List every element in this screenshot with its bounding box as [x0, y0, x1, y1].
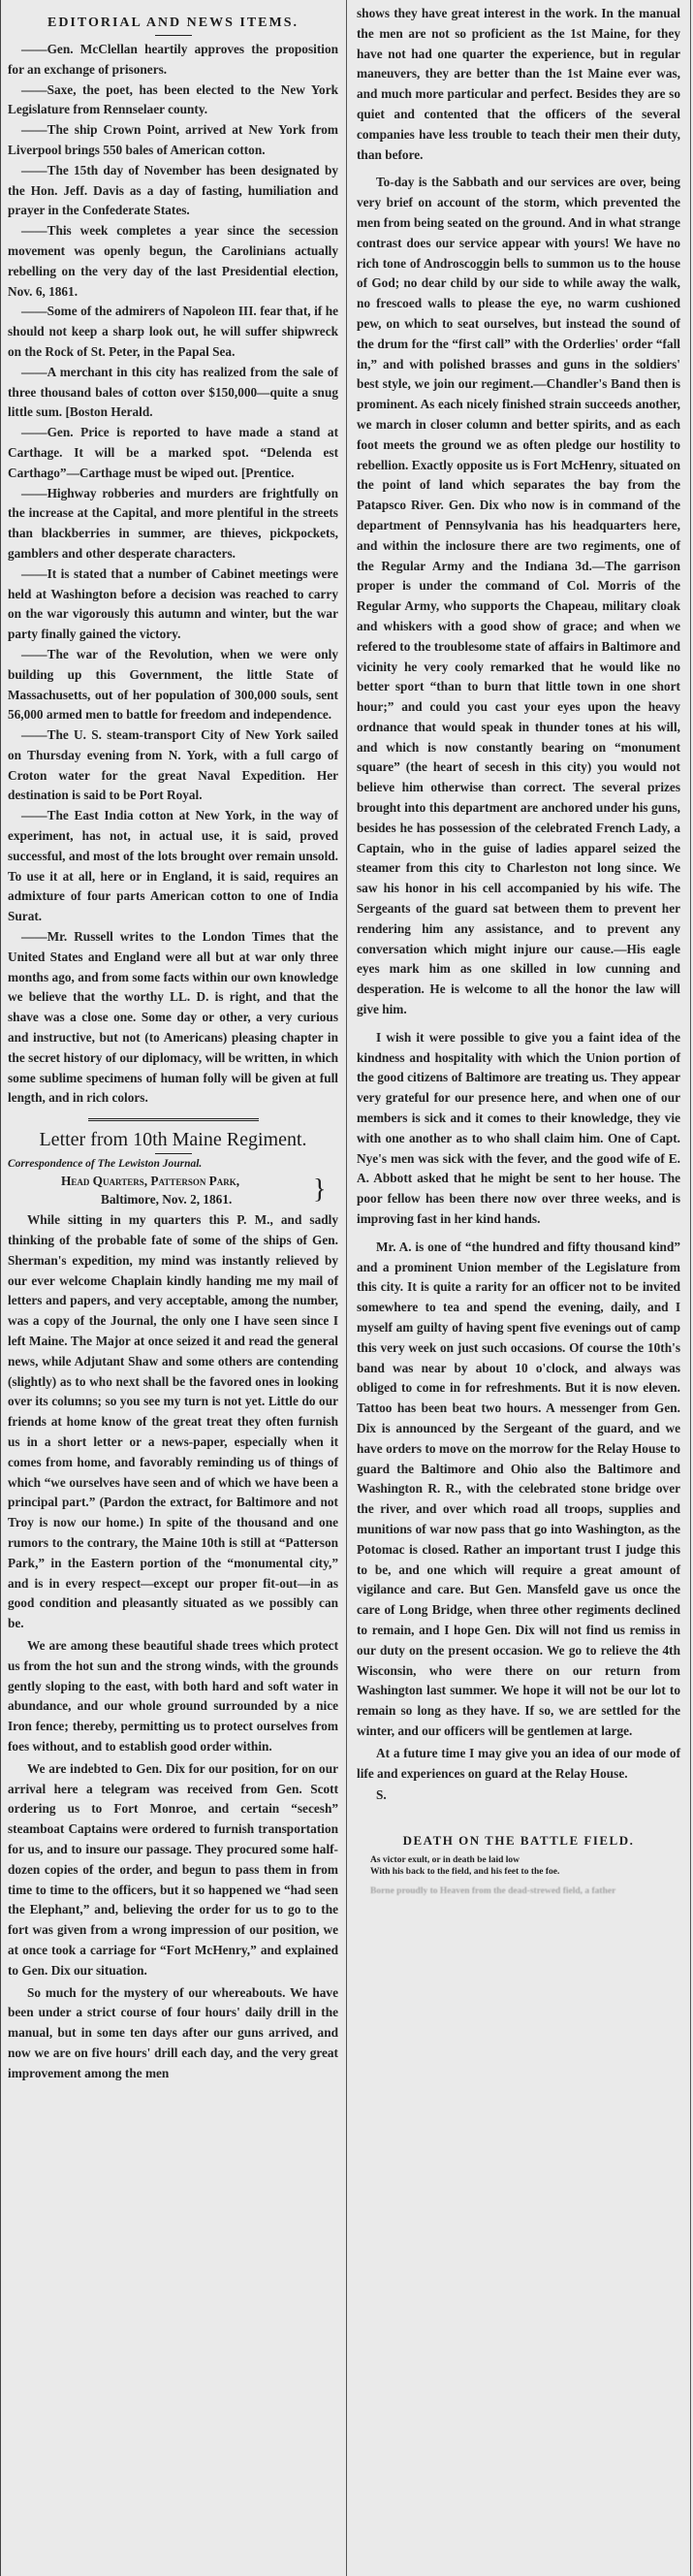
news-item: ——This week completes a year since the secession movement was openly begun, the Carolinians actually rebelling on the very day of the last Presidential election, Nov. 6, 1861.: [8, 223, 338, 299]
news-item: ——The ship Crown Point, arrived at New York from Liverpool brings 550 bales of American cotton.: [8, 122, 338, 157]
section-heading-editorial: EDITORIAL AND NEWS ITEMS.: [47, 16, 299, 30]
letter-paragraph: At a future time I may give you an idea of our mode of life and experiences on guard at the Relay House.: [357, 1745, 680, 1781]
news-item: ——Mr. Russell writes to the London Times that the United States and England were all but at war only three months ago, and from some facts within our own knowledge we believe that the worthy LL. D. is right, and that the shave was a close one. Some day or other, a very curious and instructive, but not (to Americans) pleasing chapter in the secret history of our diplomacy, will be written, in which some sublime specimens of human folly will be given at full length, and in rich colors.: [8, 929, 338, 1106]
news-item: ——The war of the Revolution, when we were only building up this Government, the little State of Massachusetts, out of her population of 300,000 souls, sent 56,000 armed men to battle for freedom and independence.: [8, 646, 338, 723]
letter-title: Letter from 10th Maine Regiment.: [39, 1129, 307, 1151]
left-column: [0, 0, 346, 2576]
brace-glyph: }: [313, 1175, 327, 1206]
dateline-date: Baltimore, Nov. 2, 1861.: [101, 1192, 233, 1208]
letter-paragraph-continued: shows they have great interest in the work. In the manual the men are not so proficient as the 1st Maine, for they have not had one quarter the experience, but in regular maneuvers, they are better than the 1st Maine ever was, and much more particular and perfect. Besides they are so quiet and contented that the officers of the several companies have less trouble to teach their men their duty, than before.: [357, 6, 680, 162]
news-item: ——Highway robberies and murders are frightfully on the increase at the Capital, and more plentiful in the streets than blackberries in summer, are thieves, pickpockets, gamblers and other desperate characters.: [8, 485, 338, 561]
news-item: ——Saxe, the poet, has been elected to the New York Legislature from Rennselaer county.: [8, 81, 338, 117]
poem-heading: DEATH ON THE BATTLE FIELD.: [402, 1833, 635, 1849]
dateline-location: Head Quarters, Patterson Park,: [61, 1174, 240, 1189]
letter-paragraph: Mr. A. is one of “the hundred and fifty thousand kind” and a prominent Union member of the Legislature from this city. It is quite a rarity for an officer not to be invited somewhere to tea and spend the evening, daily, and I myself am guilty of having spent five evenings out of camp this very week on just such occasions. Of course the 10th's band was near by about 10 o'clock, and always was obliged to come in for refreshments. But it is now eleven. Tattoo has been beat two hours. A messenger from Gen. Dix is announced by the Sergeant of the guard, and we have orders to move on the morrow for the Relay House to guard the Baltimore and Ohio also the Baltimore and Washington R. R., with the celebrated stone bridge over the river, and over which road all troops, supplies and munitions of war now pass that go into Washington, as the Potomac is closed. Rather an important trust I judge this to be, and one which will require a great amount of vigilance and care. But Gen. Mansfeld gave us once the care of Long Bridge, when three other regiments declined to remain, and I hope Gen. Dix will not find us remiss in our duty on the present occasion. We go to relieve the 4th Wisconsin, who were there on our return from Washington last summer. We hope it will not be our lot to remain so long as they have. If so, we are settled for the winter, and our officers will be gentlemen at large.: [357, 1239, 680, 1738]
news-item: ——The 15th day of November has been designated by the Hon. Jeff. Davis as a day of fasting, humiliation and prayer in the Confederate States.: [8, 162, 338, 218]
dateline: [8, 1172, 338, 1208]
letter-paragraph: While sitting in my quarters this P. M., and sadly thinking of the probable fate of some of the ships of Gen. Sherman's expedition, my mind was instantly relieved by our ever welcome Chaplain kindly handing me my mail of letters and papers, and very acceptable, among the number, was a copy of the Journal, the only one I have seen since I left Maine. The Major at once seized it and read the general news, while Adjutant Shaw and some others are contending (slightly) as to who next shall be the favored ones in looking over its columns; so you see my turn is not yet. Little do our friends at home know of the great treat they often furnish us in a short letter or a news-paper, especially when it comes from home, and favorably reminding us of things of which “we ourselves have seen and of which we have been a principal part.” (Pardon the extract, for Baltimore and not Troy is now our home.) In spite of the thousand and one rumors to the contrary, the Maine 10th is still at “Patterson Park,” in the Eastern portion of the “monumental city,” and is in every respect—except our proper fit-out—in as good condition and pleasantly situated as we possibly can be.: [8, 1212, 338, 1631]
section-divider: [88, 1118, 259, 1123]
news-item: ——A merchant in this city has realized from the sale of three thousand bales of cotton over $150,000—quite a snug little sum. [Boston Herald.: [8, 364, 338, 420]
right-column: [346, 0, 691, 2576]
news-item: ——Gen. Price is reported to have made a stand at Carthage. It will be a marked spot. “Delenda est Carthago”—Carthage must be wiped out. [Prentice.: [8, 425, 338, 480]
heading-rule: [155, 35, 192, 36]
letter-paragraph: So much for the mystery of our whereabouts. We have been under a strict course of four hours' daily drill in the manual, but in some ten days after our guns arrived, and now we are on five hours' drill each day, and the very great improvement among the men: [8, 1984, 338, 2080]
news-item: ——Some of the admirers of Napoleon III. fear that, if he should not keep a sharp look out, he will suffer shipwreck on the Rock of St. Peter, in the Papal Sea.: [8, 304, 338, 359]
letter-signature: S.: [376, 1787, 387, 1803]
letter-paragraph: To-day is the Sabbath and our services are over, being very brief on account of the storm, which prevented the men from being seated on the ground. And in what strange contrast does our service appear with yours! We have no rich tone of Androscoggin bells to summon us to the house of God; no dear child by our side to while away the walk, no frescoed walls to please the eye, no warm cushioned pew, on which to seat ourselves, but instead the sound of the drum for the “first call” with the Orderlies' order “fall in,” and with polished brasses and guns in the soldiers' best style, we join our regiment.—Chandler's Band then is prominent. As each nicely finished strain succeeds another, we march in closer column and better spirits, and as each foot meets the ground we as often pledge our hostility to rebellion. Exactly opposite us is Fort McHenry, situated on the point of land which separates the bay from the Patapsco River. Gen. Dix who now is in command of the department of Pennsylvania has his headquarters here, and within the inclosure there are two regiments, one of the Regular Army and the Indiana 3d.—The garrison proper is under the command of Col. Morris of the Regular Army, who supports the Chapeau, military cloak and whiskers with a good show of grace; and when we refered to the troublesome state of affairs in Baltimore and vicinity he very cooly remarked that he would like no better sport “than to burn that little town in one short hour;” and could you cast your eyes upon the heavy ordnance that would speak in thunder tones at his will, and which is now constantly bearing on “monument square” (the heart of secesh in this city) you would not believe him otherwise than correct. The several prizes brought into this department are anchored under his guns, besides he has possession of the celebrated French Lady, a Captain, who in the guise of ladies apparel seized the steamer from this city to Charleston not long since. We saw his honor in his cell accompanied by his wife. The Sergeants of the guard sat between them to prevent her rendering him any assistance, and to prevent any conversation which might injure our cause.—His eagle eyes mark him as one skilled in low cunning and desperation. He is welcome to all the honor the law will give him.: [357, 175, 680, 1017]
letter-paragraph: We are indebted to Gen. Dix for our position, for on our arrival here a telegram was received from Gen. Scott ordering us to Fort Monroe, and certain “secesh” steamboat Captains were ordered to furnish transportation for us, and to insure our passage. They procured some half-dozen copies of the order, and begun to pass them in from time to time to the officers, but it so happened we “had seen the Elephant,” and, believing the order for us to go to the fort was given from a wrong impression of our position, we at once took a carriage for “Fort McHenry,” and explained to Gen. Dix our situation.: [8, 1760, 338, 1978]
poem-line: With his back to the field, and his feet to the foe.: [370, 1867, 560, 1878]
news-item: ——Gen. McClellan heartily approves the proposition for an exchange of prisoners.: [8, 42, 338, 77]
letter-paragraph: I wish it were possible to give you a faint idea of the kindness and hospitality with which the Union portion of the good citizens of Baltimore are treating us. They appear very grateful for our presence here, and when one of our members is sick and it comes to their knowledge, they vie with one another as to who shall claim him. One of Capt. Nye's men was sick with the fever, and the good wife of E. A. Abbott asked that he might be sent to her house. The poor fellow has been there now over three weeks, and is improving fast in her kind hands.: [357, 1029, 680, 1227]
news-item: ——The East India cotton at New York, in the way of experiment, has not, in actual use, it is said, proved successful, and most of the lots brought over remain unsold. To use it at all, here or in England, it is said, requires an admixture of four parts American cotton to one of India Surat.: [8, 808, 338, 924]
news-item: ——It is stated that a number of Cabinet meetings were held at Washington before a decision was reached to carry on the war vigorously this autumn and winter, but the war party finally gained the victory.: [8, 565, 338, 642]
letter-paragraph: We are among these beautiful shade trees which protect us from the hot sun and the strong winds, with the grounds gently sloping to the east, with both hard and soft water in abundance, and our whole ground surrounded by a nice Iron fence; thereby, permitting us to protect ourselves from foes without, and to establish good order within.: [8, 1637, 338, 1754]
poem-line: As victor exult, or in death be laid low: [370, 1855, 520, 1866]
title-rule: [155, 1153, 192, 1154]
news-item: ——The U. S. steam-transport City of New York sailed on Thursday evening from N. York, with a full cargo of Croton water for the great Naval Expedition. Her destination is said to be Port Royal.: [8, 727, 338, 803]
correspondence-credit: Correspondence of The Lewiston Journal.: [8, 1158, 203, 1171]
poem-line-faded: Borne proudly to Heaven from the dead-strewed field, a father: [370, 1886, 616, 1897]
